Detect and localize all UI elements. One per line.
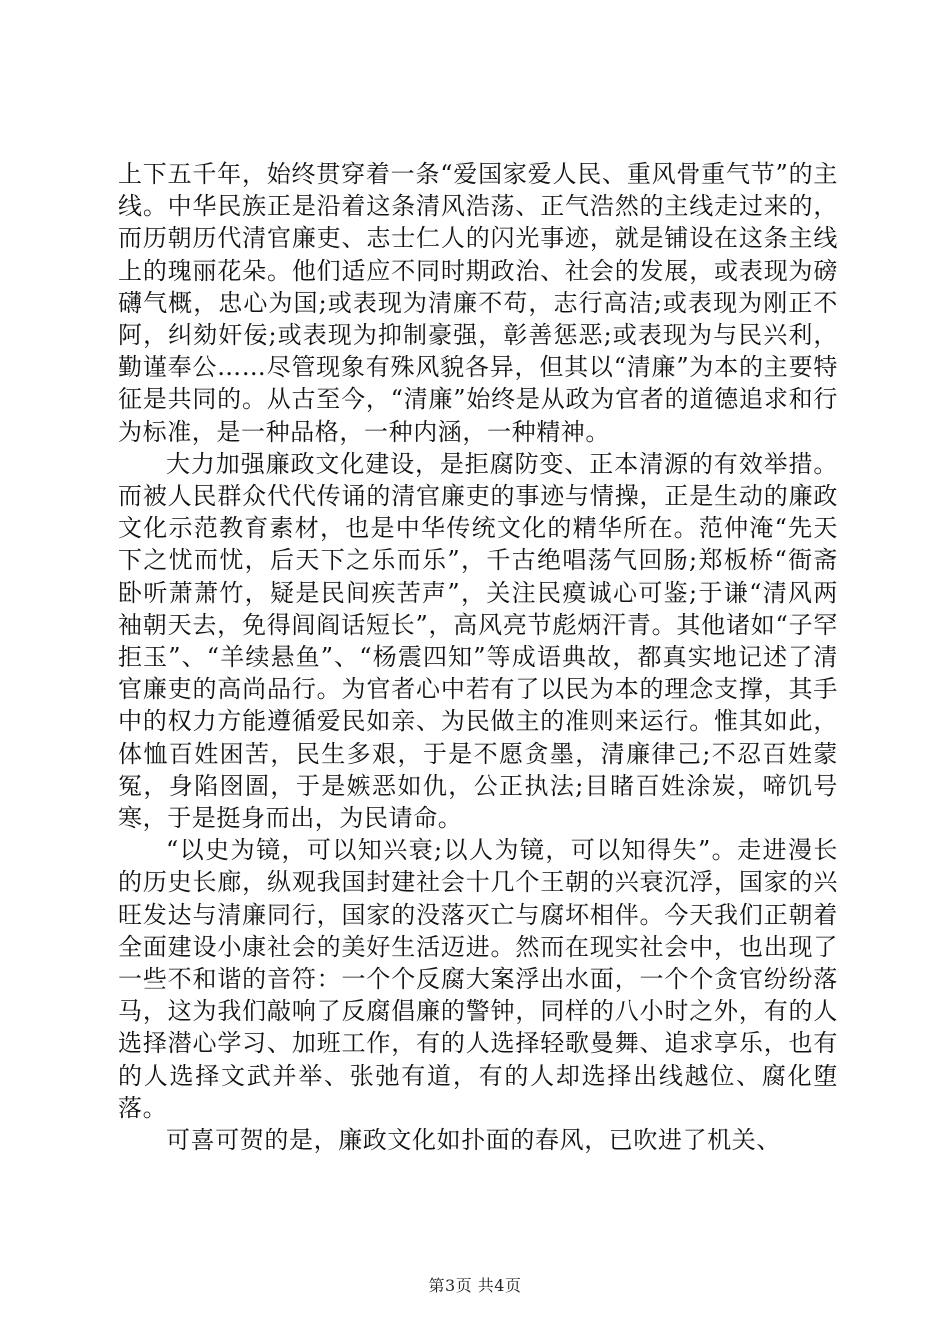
paragraph-4: 可喜可贺的是，廉政文化如扑面的春风，已吹进了机关、 <box>166 1126 781 1155</box>
paragraph-2: 大力加强廉政文化建设，是拒腐防变、正本清源的有效举措。而被人民群众代代传诵的清官廉吏的事迹与情操，正是生动的廉政文化示范教育素材，也是中华传统文化的精华所在。范仲淹“先天下之忧而忧，后天下之乐而乐”，千古绝唱荡气回肠;郑板桥“衙斋卧听萧萧竹，疑是民间疾苦声”，关注民瘼诚心可鉴;于谦“清风两袖朝天去，免得闾阎话短长”，高风亮节彪炳汗青。其他诸如“子罕拒玉”、“羊续悬鱼”、“杨震四知”等成语典故，都真实地记述了清官廉吏的高尚品行。为官者心中若有了以民为本的理念支撑，其手中的权力方能遵循爱民如亲、为民做主的准则来运行。惟其如此，体恤百姓困苦，民生多艰，于是不愿贪墨，清廉律己;不忍百姓蒙冤，身陷囹圄，于是嫉恶如仇，公正执法;目睹百姓涂炭，啼饥号寒，于是挺身而出，为民请命。 <box>118 449 838 833</box>
paragraph-3: “以史为镜，可以知兴衰;以人为镜，可以知得失”。走进漫长的历史长廊，纵观我国封建社会十几个王朝的兴衰沉浮，国家的兴旺发达与清廉同行，国家的没落灭亡与腐坏相伴。今天我们正朝着全面建设小康社会的美好生活迈进。然而在现实社会中，也出现了一些不和谐的音符：一个个反腐大案浮出水面，一个个贪官纷纷落马，这为我们敲响了反腐倡廉的警钟，同样的八小时之外，有的人选择潜心学习、加班工作，有的人选择轻歌曼舞、追求享乐，也有的人选择文武并举、张弛有道，有的人却选择出线越位、腐化堕落。 <box>118 836 838 1122</box>
paragraph-1: 上下五千年，始终贯穿着一条“爱国家爱人民、重风骨重气节”的主线。中华民族正是沿着这条清风浩荡、正气浩然的主线走过来的，而历朝历代清官廉吏、志士仁人的闪光事迹，就是铺设在这条主线上的瑰丽花朵。他们适应不同时期政治、社会的发展，或表现为磅礴气概，忠心为国;或表现为清廉不苟，志行高洁;或表现为刚正不阿，纠劾奸佞;或表现为抑制豪强，彰善惩恶;或表现为与民兴利，勤谨奉公……尽管现象有殊风貌各异，但其以“清廉”为本的主要特征是共同的。从古至今，“清廉”始终是从政为官者的道德追求和行为标准，是一种品格，一种内涵，一种精神。 <box>118 160 838 446</box>
document-body <box>118 158 838 1156</box>
page-number-footer: 第3页 共4页 <box>428 1276 522 1295</box>
